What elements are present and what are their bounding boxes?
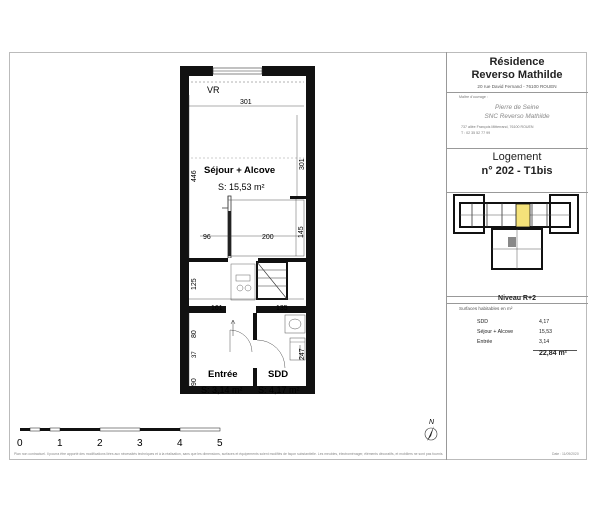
dim-96: 96 <box>203 234 211 241</box>
surface-value: 15,53 <box>539 329 552 335</box>
room-sejour: Séjour + Alcove <box>204 165 276 176</box>
logement-number: n° 202 - T1bis <box>481 165 553 177</box>
dim-145: 145 <box>298 226 305 238</box>
dim-125: 125 <box>191 278 198 290</box>
scale-tick-4: 4 <box>177 438 183 449</box>
dim-90: 90 <box>191 378 198 386</box>
wall-top-left <box>180 66 213 76</box>
surface-row-entree <box>447 338 588 348</box>
surface-name: Entrée <box>477 339 493 345</box>
vr-label: VR <box>207 85 220 95</box>
dim-37: 37 <box>192 351 198 358</box>
dim-301-top: 301 <box>240 99 252 106</box>
scale-tick-5: 5 <box>217 438 223 449</box>
title-block <box>446 52 587 460</box>
owner-name-2: SNC Reverso Mathilde <box>484 113 550 120</box>
dim-200: 200 <box>262 234 274 241</box>
owner-address: 737 allée François Mitterrand, 76100 ROUEN <box>461 125 534 129</box>
alcove-wall-right <box>290 196 306 199</box>
surface-value: 3,14 <box>539 339 550 345</box>
room-entree: Entrée <box>208 369 238 380</box>
room-sejour-area: S: 15,53 m² <box>218 182 265 192</box>
surface-row-sejour <box>447 328 588 338</box>
dim-80: 80 <box>191 330 198 338</box>
scale-tick-2: 2 <box>97 438 103 449</box>
owner-name-1: Pierre de Seine <box>494 104 540 111</box>
wall-top-right <box>262 66 315 76</box>
wall-right <box>306 68 315 394</box>
dim-247: 247 <box>299 348 306 360</box>
residence-title-2: Reverso Mathilde <box>471 69 563 81</box>
surface-row-sdd <box>447 318 588 328</box>
surfaces-header: Surfaces habitables en m² <box>459 306 513 311</box>
wall-left <box>180 68 189 394</box>
surface-name: Séjour + Alcove <box>477 329 514 335</box>
scale-bar <box>20 428 220 431</box>
north-arrow-icon <box>425 426 437 441</box>
residence-title-1: Résidence <box>489 56 545 68</box>
surface-name: SDD <box>477 319 488 325</box>
footnote: Plan non contractuel. Il pourra être apporté des modifications liées aux nécessités techniques et à la réalisation, sans que les dimensions, surfaces et équipements soient modifiés de façon substantielle. Les meubles, électroménager, éléments décoratifs, et mobiliers ne sont pas fournis. <box>14 452 444 456</box>
residence-address: 20 rue David Fernand - 76100 ROUEN <box>477 84 557 89</box>
room-entree-area: S: 3,14 m² <box>201 385 243 395</box>
kitchenette <box>231 264 255 300</box>
scale-tick-3: 3 <box>137 438 143 449</box>
shower <box>285 315 305 333</box>
room-sdd: SDD <box>268 369 289 380</box>
dim-446: 446 <box>191 170 198 182</box>
room-sdd-area: S: 4,17 m² <box>258 385 300 395</box>
north-label: N <box>429 419 435 426</box>
scale-tick-0: 0 <box>17 438 23 449</box>
surface-value: 4,17 <box>539 319 550 325</box>
dim-301-side: 301 <box>299 158 306 170</box>
surface-total: 22,84 m² <box>539 350 568 357</box>
owner-label: Maître d'ouvrage : <box>459 95 488 99</box>
owner-phone: T : 02 35 52 77 99 <box>461 131 491 135</box>
date-label: Date : 11/09/2020 <box>552 452 579 456</box>
scale-tick-1: 1 <box>57 438 63 449</box>
logement-title: Logement <box>492 151 542 163</box>
dim-135: 135 <box>276 305 288 312</box>
niveau-label: Niveau R+2 <box>498 295 536 302</box>
dim-161: 161 <box>211 305 223 312</box>
